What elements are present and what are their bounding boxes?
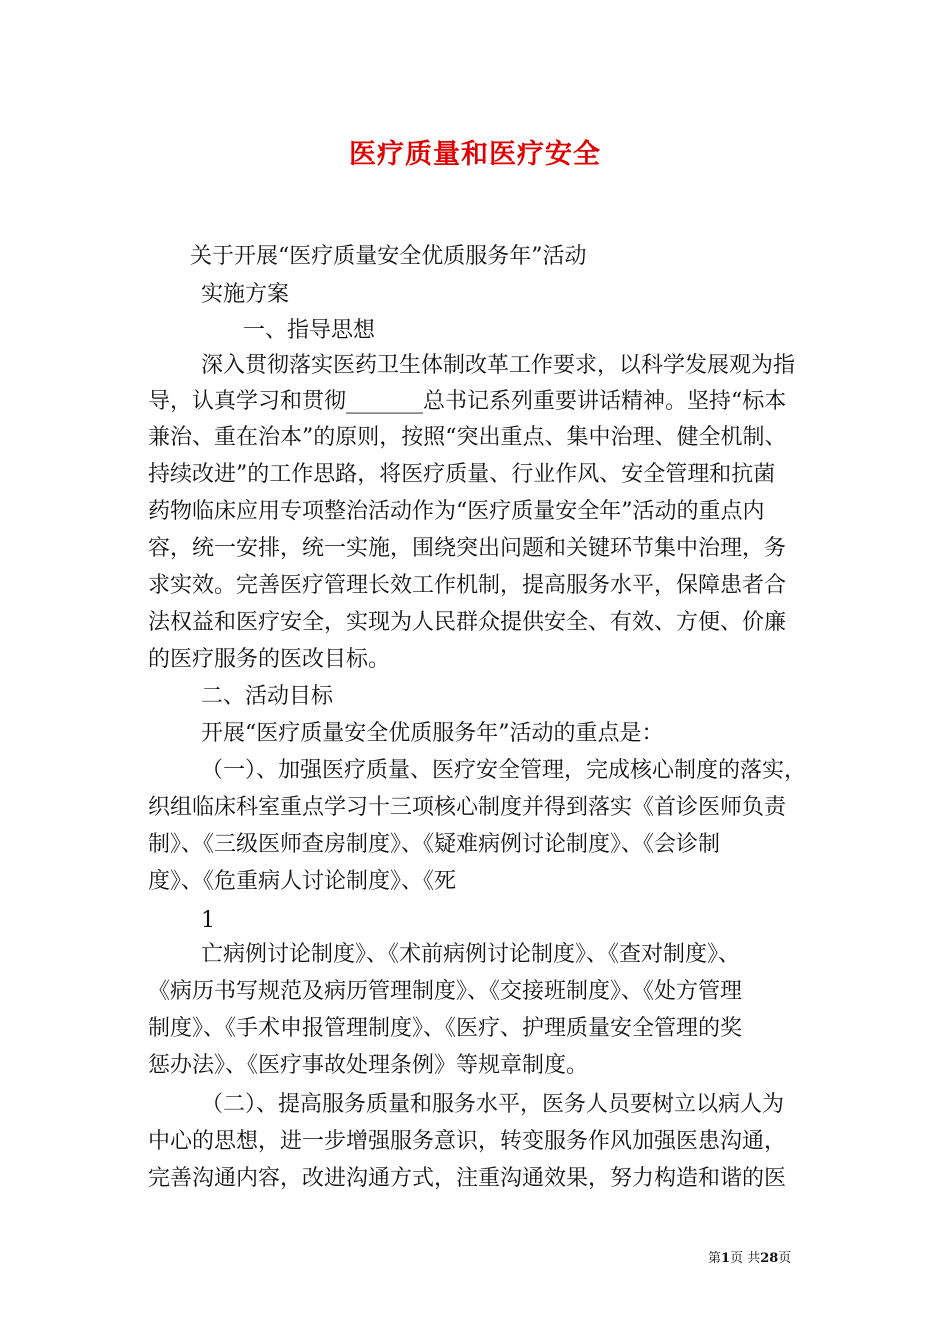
text-line: （一）、加强医疗质量、医疗安全管理，完成核心制度的落实，: [201, 758, 807, 783]
text-line: 关于开展“医疗质量安全优质服务年”活动: [190, 244, 587, 269]
text-line: 求实效。完善医疗管理长效工作机制，提高服务水平，保障患者合: [148, 573, 787, 598]
text-line: 制》、《三级医师查房制度》、《疑难病例讨论制度》、《会诊制: [148, 832, 721, 857]
document-title: 医疗质量和医疗安全: [349, 139, 601, 170]
text-line: （二）、提高服务质量和服务水平，医务人员要树立以病人为: [201, 1092, 785, 1117]
footer-total-pages: 28: [760, 1251, 779, 1266]
text-line: 中心的思想，进一步增强服务意识，转变服务作风加强医患沟通，: [148, 1129, 787, 1154]
text-line: 亡病例讨论制度》、《术前病例讨论制度》、《查对制度》、: [201, 942, 741, 967]
text-line: 导，认真学习和贯彻_______总书记系列重要讲话精神。坚持“标本: [148, 389, 787, 414]
text-line: 法权益和医疗安全，实现为人民群众提供安全、有效、方便、价廉: [148, 610, 787, 635]
text-line: 开展“医疗质量安全优质服务年”活动的重点是：: [201, 721, 664, 746]
text-line: 制度》、《手术申报管理制度》、《医疗、护理质量安全管理的奖: [148, 1016, 743, 1041]
footer-current-page: 1: [721, 1251, 731, 1266]
page-footer: [708, 1247, 791, 1266]
footer-prefix: 第: [708, 1251, 722, 1266]
text-line: 深入贯彻落实医药卫生体制改革工作要求，以科学发展观为指: [201, 353, 796, 378]
footer-suffix: 页: [778, 1251, 792, 1266]
text-line: 兼治、重在治本”的原则，按照“突出重点、集中治理、健全机制、: [148, 425, 787, 450]
text-line: 容，统一安排，统一实施，围绕突出问题和关键环节集中治理，务: [148, 536, 787, 561]
text-line: 惩办法》、《医疗事故处理条例》等规章制度。: [148, 1053, 589, 1078]
text-line: 的医疗服务的医改目标。: [148, 647, 391, 672]
footer-middle: 页 共: [730, 1251, 761, 1266]
text-line: 药物临床应用专项整治活动作为“医疗质量安全年”活动的重点内: [148, 499, 765, 524]
text-line: 完善沟通内容，改进沟通方式，注重沟通效果，努力构造和谐的医: [148, 1166, 787, 1191]
text-line: 实施方案: [201, 282, 290, 307]
text-line: 持续改进”的工作思路，将医疗质量、行业作风、安全管理和抗菌: [148, 462, 776, 487]
section-heading: 二、活动目标: [201, 684, 334, 709]
section-heading: 一、指导思想: [243, 318, 376, 343]
text-line: 织组临床科室重点学习十三项核心制度并得到落实《首诊医师负责: [148, 795, 787, 820]
page-number-inline: 1: [201, 908, 215, 933]
text-line: 《病历书写规范及病历管理制度》、《交接班制度》、《处方管理: [148, 979, 743, 1004]
text-line: 度》、《危重病人讨论制度》、《死: [148, 869, 457, 894]
